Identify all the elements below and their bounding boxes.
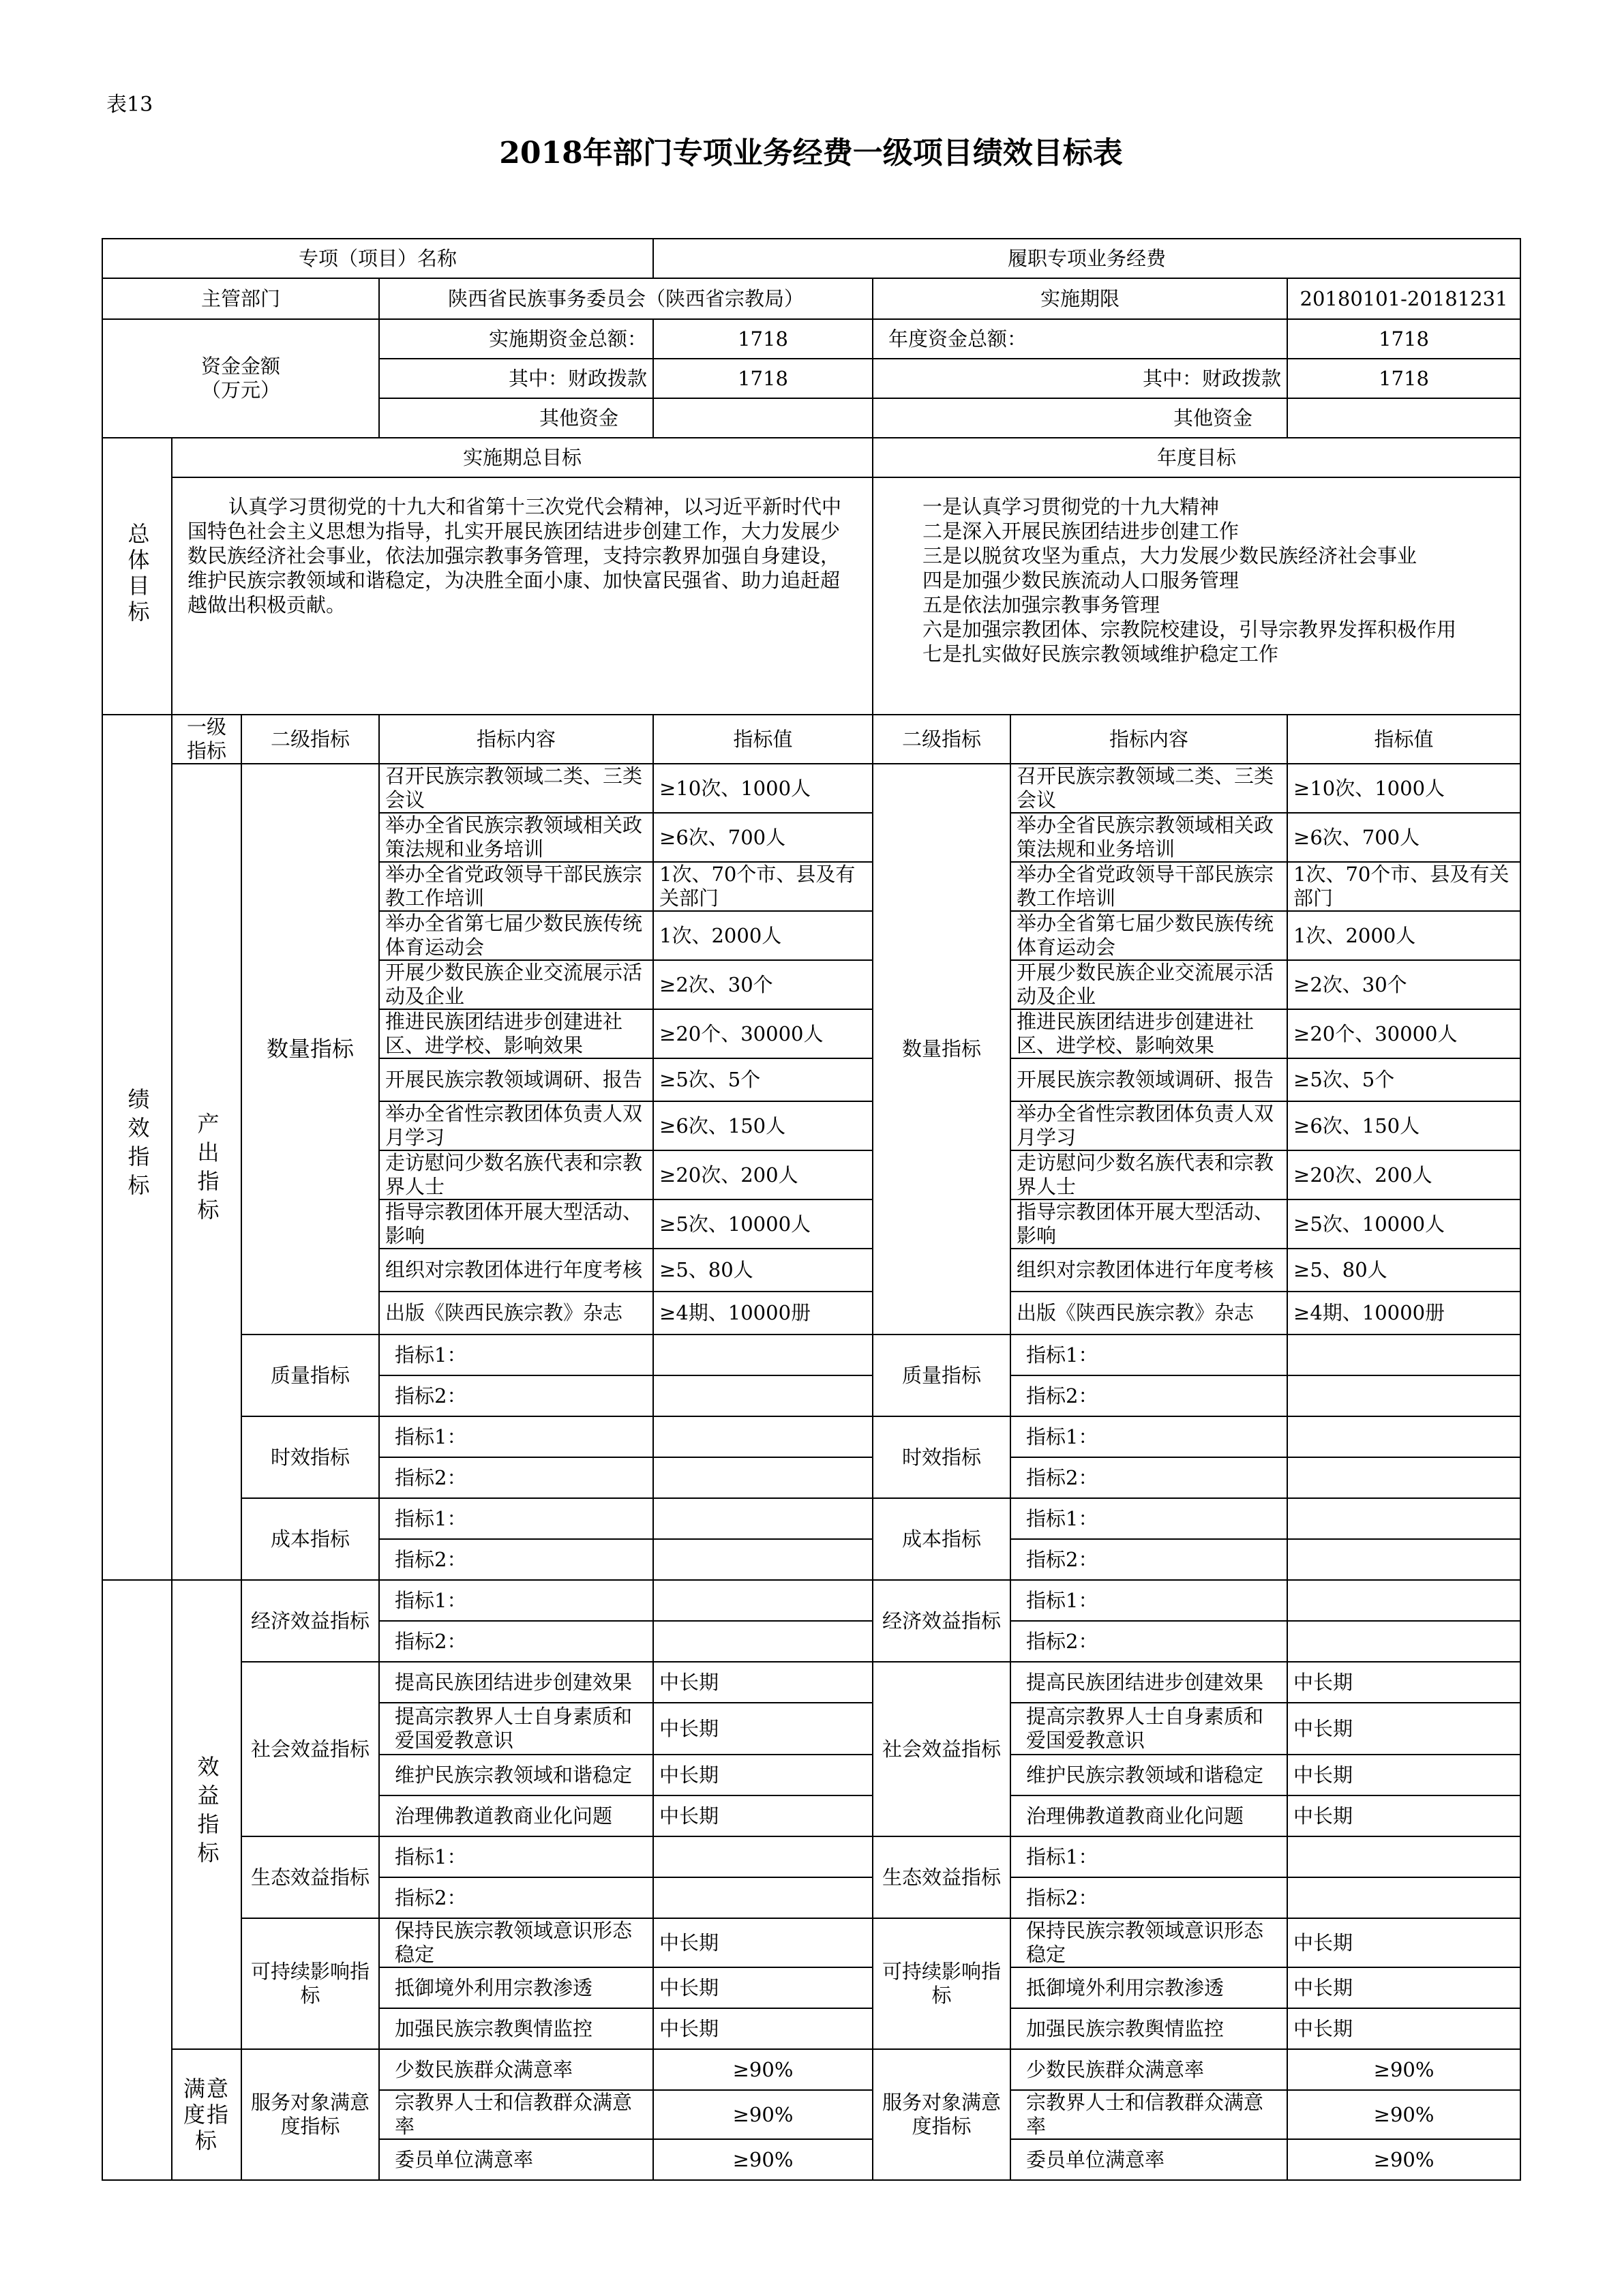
cost-label-left: 成本指标 bbox=[241, 1498, 379, 1580]
social-value-left: 中长期 bbox=[653, 1795, 873, 1836]
benefit-vertical-text: 效益指标 bbox=[194, 1755, 220, 1870]
perf-side-label bbox=[102, 715, 172, 1580]
quantity-content-right: 开展少数民族企业交流展示活动及企业 bbox=[1010, 960, 1287, 1009]
impl-total-label: 实施期资金总额： bbox=[379, 319, 653, 359]
satisfaction-value-right: ≥90% bbox=[1287, 2090, 1520, 2139]
eco-indicator-left: 指标1： bbox=[379, 1836, 653, 1877]
annual-other-label: 其他资金 bbox=[873, 398, 1287, 438]
timely-value-left bbox=[653, 1416, 873, 1457]
social-value-right: 中长期 bbox=[1287, 1703, 1520, 1755]
quality-label-right: 质量指标 bbox=[873, 1335, 1010, 1416]
impl-goal-text: 认真学习贯彻党的十九大和省第十三次党代会精神，以习近平新时代中国特色社会主义思想为指导，扎实开展民族团结进步创建工作，大力发展少数民族经济社会事业，依法加强宗教事务管理，支持宗教界加强自身建设，维护民族宗教领域和谐稳定，为决胜全面小康、加快富民强省、助力追赶超越做出积极贡献。 bbox=[172, 477, 873, 715]
cost-value-right bbox=[1287, 1539, 1520, 1580]
annual-total-label: 年度资金总额： bbox=[873, 319, 1287, 359]
timely-indicator-right: 指标2： bbox=[1010, 1457, 1287, 1498]
satisfaction-content-right: 少数民族群众满意率 bbox=[1010, 2049, 1287, 2090]
social-indicator-right: 治理佛教道教商业化问题 bbox=[1010, 1795, 1287, 1836]
quality-value-right bbox=[1287, 1375, 1520, 1416]
social-value-right: 中长期 bbox=[1287, 1795, 1520, 1836]
header-value-left: 指标值 bbox=[653, 715, 873, 764]
satisfaction-value-left: ≥90% bbox=[653, 2090, 873, 2139]
sustain-value-left: 中长期 bbox=[653, 1967, 873, 2008]
year-goal-item: 一是认真学习贯彻党的十九大精神 bbox=[922, 495, 1220, 518]
annual-fin-value: 1718 bbox=[1287, 359, 1520, 398]
header-content-left: 指标内容 bbox=[379, 715, 653, 764]
quantity-value-left: ≥6次、700人 bbox=[653, 813, 873, 862]
quantity-value-right: ≥5次、10000人 bbox=[1287, 1199, 1520, 1249]
quantity-content-left: 举办全省第七届少数民族传统体育运动会 bbox=[379, 911, 653, 960]
eco-indicator-left: 指标2： bbox=[379, 1877, 653, 1918]
quantity-content-left: 走访慰问少数名族代表和宗教界人士 bbox=[379, 1150, 653, 1199]
header-value-right: 指标值 bbox=[1287, 715, 1520, 764]
social-value-left: 中长期 bbox=[653, 1662, 873, 1703]
social-indicator-left: 治理佛教道教商业化问题 bbox=[379, 1795, 653, 1836]
quantity-label-right: 数量指标 bbox=[873, 764, 1010, 1335]
social-indicator-right: 提高民族团结进步创建效果 bbox=[1010, 1662, 1287, 1703]
social-indicator-left: 提高宗教界人士自身素质和爱国爱教意识 bbox=[379, 1703, 653, 1755]
cost-value-left bbox=[653, 1498, 873, 1539]
quality-indicator-right: 指标2： bbox=[1010, 1375, 1287, 1416]
quantity-value-left: ≥20次、200人 bbox=[653, 1150, 873, 1199]
quantity-value-left: 1次、70个市、县及有关部门 bbox=[653, 862, 873, 911]
sustain-indicator-right: 抵御境外利用宗教渗透 bbox=[1010, 1967, 1287, 2008]
sustain-value-left: 中长期 bbox=[653, 2008, 873, 2049]
year-goal-item: 四是加强少数民族流动人口服务管理 bbox=[922, 569, 1240, 592]
quantity-content-right: 召开民族宗教领域二类、三类会议 bbox=[1010, 764, 1287, 813]
social-indicator-right: 维护民族宗教领域和谐稳定 bbox=[1010, 1755, 1287, 1795]
quantity-value-right: 1次、70个市、县及有关部门 bbox=[1287, 862, 1520, 911]
quality-value-right bbox=[1287, 1335, 1520, 1375]
satisfaction-value-right: ≥90% bbox=[1287, 2139, 1520, 2180]
timely-value-right bbox=[1287, 1457, 1520, 1498]
quantity-value-left: ≥10次、1000人 bbox=[653, 764, 873, 813]
quantity-value-right: ≥20次、200人 bbox=[1287, 1150, 1520, 1199]
satisfaction-side-label: 满意度指标 bbox=[172, 2049, 241, 2180]
quantity-value-left: ≥5次、5个 bbox=[653, 1058, 873, 1101]
economic-value-right bbox=[1287, 1580, 1520, 1621]
sustain-value-right: 中长期 bbox=[1287, 2008, 1520, 2049]
sustain-indicator-left: 加强民族宗教舆情监控 bbox=[379, 2008, 653, 2049]
quantity-value-left: ≥5、80人 bbox=[653, 1249, 873, 1292]
social-indicator-left: 维护民族宗教领域和谐稳定 bbox=[379, 1755, 653, 1795]
perf-side-label-cont bbox=[102, 1580, 172, 2180]
quantity-value-right: ≥10次、1000人 bbox=[1287, 764, 1520, 813]
sustain-indicator-left: 抵御境外利用宗教渗透 bbox=[379, 1967, 653, 2008]
social-indicator-left: 提高民族团结进步创建效果 bbox=[379, 1662, 653, 1703]
quantity-content-right: 指导宗教团体开展大型活动、影响 bbox=[1010, 1199, 1287, 1249]
sustain-indicator-left: 保持民族宗教领域意识形态稳定 bbox=[379, 1918, 653, 1967]
social-label-left: 社会效益指标 bbox=[241, 1662, 379, 1836]
quantity-content-right: 举办全省第七届少数民族传统体育运动会 bbox=[1010, 911, 1287, 960]
year-goal-list bbox=[873, 477, 1520, 715]
economic-indicator-left: 指标1： bbox=[379, 1580, 653, 1621]
quantity-content-right: 出版《陕西民族宗教》杂志 bbox=[1010, 1292, 1287, 1335]
social-label-right: 社会效益指标 bbox=[873, 1662, 1010, 1836]
satisfaction-content-left: 少数民族群众满意率 bbox=[379, 2049, 653, 2090]
quantity-value-left: 1次、2000人 bbox=[653, 911, 873, 960]
sustain-label-left: 可持续影响指标 bbox=[241, 1918, 379, 2049]
quantity-content-right: 走访慰问少数名族代表和宗教界人士 bbox=[1010, 1150, 1287, 1199]
eco-label-left: 生态效益指标 bbox=[241, 1836, 379, 1918]
eco-value-left bbox=[653, 1836, 873, 1877]
funds-label-line1: 资金金额 bbox=[200, 355, 280, 378]
eco-indicator-right: 指标2： bbox=[1010, 1877, 1287, 1918]
quality-value-left bbox=[653, 1375, 873, 1416]
header-lvl2-left: 二级指标 bbox=[241, 715, 379, 764]
quality-indicator-left: 指标1： bbox=[379, 1335, 653, 1375]
header-content-right: 指标内容 bbox=[1010, 715, 1287, 764]
year-goal-header: 年度目标 bbox=[873, 438, 1520, 477]
quantity-value-left: ≥20个、30000人 bbox=[653, 1009, 873, 1058]
cost-indicator-right: 指标2： bbox=[1010, 1539, 1287, 1580]
quantity-value-right: ≥6次、150人 bbox=[1287, 1101, 1520, 1150]
quantity-content-right: 举办全省党政领导干部民族宗教工作培训 bbox=[1010, 862, 1287, 911]
header-lvl1: 一级指标 bbox=[172, 715, 241, 764]
quantity-value-right: ≥5次、5个 bbox=[1287, 1058, 1520, 1101]
funds-label bbox=[102, 319, 379, 438]
year-goal-item: 二是深入开展民族团结进步创建工作 bbox=[922, 520, 1240, 543]
cost-value-right bbox=[1287, 1498, 1520, 1539]
quantity-value-right: ≥20个、30000人 bbox=[1287, 1009, 1520, 1058]
timely-value-right bbox=[1287, 1416, 1520, 1457]
quantity-content-left: 举办全省性宗教团体负责人双月学习 bbox=[379, 1101, 653, 1150]
quantity-content-left: 召开民族宗教领域二类、三类会议 bbox=[379, 764, 653, 813]
satisfaction-value-left: ≥90% bbox=[653, 2139, 873, 2180]
cost-indicator-right: 指标1： bbox=[1010, 1498, 1287, 1539]
quantity-content-right: 举办全省民族宗教领域相关政策法规和业务培训 bbox=[1010, 813, 1287, 862]
quality-indicator-left: 指标2： bbox=[379, 1375, 653, 1416]
social-value-right: 中长期 bbox=[1287, 1662, 1520, 1703]
economic-indicator-right: 指标1： bbox=[1010, 1580, 1287, 1621]
eco-label-right: 生态效益指标 bbox=[873, 1836, 1010, 1918]
output-side-label bbox=[172, 764, 241, 1580]
overall-goal-side-label bbox=[102, 438, 172, 715]
quantity-content-left: 举办全省民族宗教领域相关政策法规和业务培训 bbox=[379, 813, 653, 862]
quantity-value-left: ≥5次、10000人 bbox=[653, 1199, 873, 1249]
funds-label-line2: （万元） bbox=[200, 378, 280, 402]
header-lvl2-right: 二级指标 bbox=[873, 715, 1010, 764]
social-indicator-right: 提高宗教界人士自身素质和爱国爱教意识 bbox=[1010, 1703, 1287, 1755]
project-name-value: 履职专项业务经费 bbox=[653, 239, 1520, 278]
quantity-label-left: 数量指标 bbox=[241, 764, 379, 1335]
quantity-content-right: 组织对宗教团体进行年度考核 bbox=[1010, 1249, 1287, 1292]
overall-goal-vertical-text: 总体目标 bbox=[124, 522, 151, 626]
quantity-content-left: 开展少数民族企业交流展示活动及企业 bbox=[379, 960, 653, 1009]
service-label-left: 服务对象满意度指标 bbox=[241, 2049, 379, 2180]
timely-label-right: 时效指标 bbox=[873, 1416, 1010, 1498]
quantity-content-left: 推进民族团结进步创建进社区、进学校、影响效果 bbox=[379, 1009, 653, 1058]
dept-value: 陕西省民族事务委员会（陕西省宗教局） bbox=[379, 278, 873, 319]
quantity-content-left: 开展民族宗教领域调研、报告 bbox=[379, 1058, 653, 1101]
quantity-content-left: 组织对宗教团体进行年度考核 bbox=[379, 1249, 653, 1292]
quantity-content-right: 举办全省性宗教团体负责人双月学习 bbox=[1010, 1101, 1287, 1150]
cost-indicator-left: 指标2： bbox=[379, 1539, 653, 1580]
impl-total-value: 1718 bbox=[653, 319, 873, 359]
quantity-value-left: ≥6次、150人 bbox=[653, 1101, 873, 1150]
project-name-label: 专项（项目）名称 bbox=[102, 239, 653, 278]
annual-fin-label: 其中：财政拨款 bbox=[873, 359, 1287, 398]
sustain-indicator-right: 保持民族宗教领域意识形态稳定 bbox=[1010, 1918, 1287, 1967]
cost-label-right: 成本指标 bbox=[873, 1498, 1010, 1580]
eco-value-right bbox=[1287, 1836, 1520, 1877]
sustain-value-left: 中长期 bbox=[653, 1918, 873, 1967]
quantity-content-left: 指导宗教团体开展大型活动、影响 bbox=[379, 1199, 653, 1249]
annual-other-value bbox=[1287, 398, 1520, 438]
performance-target-table bbox=[102, 238, 1521, 2181]
quantity-value-right: 1次、2000人 bbox=[1287, 911, 1520, 960]
sustain-value-right: 中长期 bbox=[1287, 1967, 1520, 2008]
timely-label-left: 时效指标 bbox=[241, 1416, 379, 1498]
page-title: 2018年部门专项业务经费一级项目绩效目标表 bbox=[499, 136, 1123, 170]
impl-fin-label: 其中：财政拨款 bbox=[379, 359, 653, 398]
sustain-indicator-right: 加强民族宗教舆情监控 bbox=[1010, 2008, 1287, 2049]
social-value-right: 中长期 bbox=[1287, 1755, 1520, 1795]
year-goal-item: 六是加强宗教团体、宗教院校建设，引导宗教界发挥积极作用 bbox=[922, 618, 1457, 641]
quantity-content-right: 开展民族宗教领域调研、报告 bbox=[1010, 1058, 1287, 1101]
cost-value-left bbox=[653, 1539, 873, 1580]
quality-label-left: 质量指标 bbox=[241, 1335, 379, 1416]
eco-value-left bbox=[653, 1877, 873, 1918]
timely-value-left bbox=[653, 1457, 873, 1498]
period-label: 实施期限 bbox=[873, 278, 1287, 319]
quantity-value-right: ≥6次、700人 bbox=[1287, 813, 1520, 862]
economic-value-left bbox=[653, 1621, 873, 1662]
sustain-label-right: 可持续影响指标 bbox=[873, 1918, 1010, 2049]
quantity-value-right: ≥5、80人 bbox=[1287, 1249, 1520, 1292]
social-value-left: 中长期 bbox=[653, 1703, 873, 1755]
economic-label-right: 经济效益指标 bbox=[873, 1580, 1010, 1662]
eco-value-right bbox=[1287, 1877, 1520, 1918]
satisfaction-content-right: 委员单位满意率 bbox=[1010, 2139, 1287, 2180]
quantity-content-left: 出版《陕西民族宗教》杂志 bbox=[379, 1292, 653, 1335]
satisfaction-content-right: 宗教界人士和信教群众满意率 bbox=[1010, 2090, 1287, 2139]
impl-fin-value: 1718 bbox=[653, 359, 873, 398]
cost-indicator-left: 指标1： bbox=[379, 1498, 653, 1539]
annual-total-value: 1718 bbox=[1287, 319, 1520, 359]
quantity-value-left: ≥2次、30个 bbox=[653, 960, 873, 1009]
year-goal-item: 五是依法加强宗教事务管理 bbox=[922, 593, 1160, 616]
satisfaction-value-right: ≥90% bbox=[1287, 2049, 1520, 2090]
eco-indicator-right: 指标1： bbox=[1010, 1836, 1287, 1877]
economic-indicator-right: 指标2： bbox=[1010, 1621, 1287, 1662]
timely-indicator-right: 指标1： bbox=[1010, 1416, 1287, 1457]
impl-other-value bbox=[653, 398, 873, 438]
dept-label: 主管部门 bbox=[102, 278, 379, 319]
quality-value-left bbox=[653, 1335, 873, 1375]
quantity-value-right: ≥4期、10000册 bbox=[1287, 1292, 1520, 1335]
satisfaction-content-left: 委员单位满意率 bbox=[379, 2139, 653, 2180]
satisfaction-content-left: 宗教界人士和信教群众满意率 bbox=[379, 2090, 653, 2139]
satisfaction-value-left: ≥90% bbox=[653, 2049, 873, 2090]
timely-indicator-left: 指标2： bbox=[379, 1457, 653, 1498]
economic-value-right bbox=[1287, 1621, 1520, 1662]
impl-goal-header: 实施期总目标 bbox=[172, 438, 873, 477]
sustain-value-right: 中长期 bbox=[1287, 1918, 1520, 1967]
year-goal-item: 七是扎实做好民族宗教领域维护稳定工作 bbox=[922, 642, 1279, 666]
period-value: 20180101-20181231 bbox=[1287, 278, 1520, 319]
benefit-side-label bbox=[172, 1580, 241, 2049]
economic-value-left bbox=[653, 1580, 873, 1621]
service-label-right: 服务对象满意度指标 bbox=[873, 2049, 1010, 2180]
output-vertical-text: 产出指标 bbox=[194, 1112, 220, 1227]
quantity-content-right: 推进民族团结进步创建进社区、进学校、影响效果 bbox=[1010, 1009, 1287, 1058]
social-value-left: 中长期 bbox=[653, 1755, 873, 1795]
table-number-label: 表13 bbox=[106, 93, 153, 117]
impl-other-label: 其他资金 bbox=[379, 398, 653, 438]
economic-label-left: 经济效益指标 bbox=[241, 1580, 379, 1662]
quality-indicator-right: 指标1： bbox=[1010, 1335, 1287, 1375]
perf-side-vertical-text: 绩效指标 bbox=[124, 1088, 151, 1202]
quantity-content-left: 举办全省党政领导干部民族宗教工作培训 bbox=[379, 862, 653, 911]
quantity-value-left: ≥4期、10000册 bbox=[653, 1292, 873, 1335]
year-goal-item: 三是以脱贫攻坚为重点，大力发展少数民族经济社会事业 bbox=[922, 544, 1417, 567]
timely-indicator-left: 指标1： bbox=[379, 1416, 653, 1457]
quantity-value-right: ≥2次、30个 bbox=[1287, 960, 1520, 1009]
economic-indicator-left: 指标2： bbox=[379, 1621, 653, 1662]
